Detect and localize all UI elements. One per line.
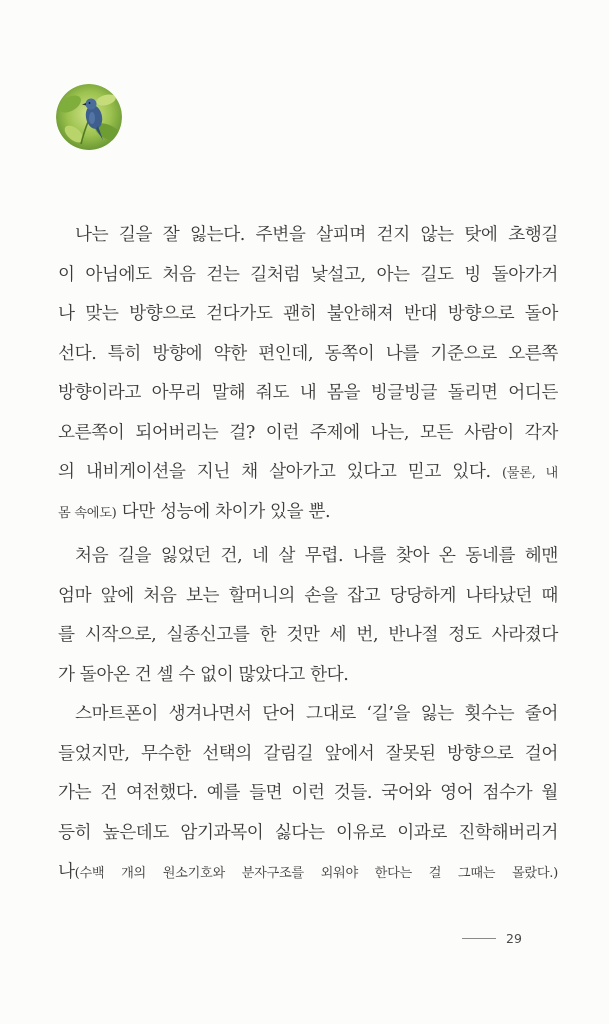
footer-rule — [462, 938, 496, 939]
text-line: 들었지만, 무수한 선택의 갈림길 앞에서 잘못된 방향으로 걸어 — [58, 743, 558, 764]
parenthetical-note: (수백 개의 원소기호와 분자구조를 외워야 한다는 걸 그때는 몰랐다.) — [74, 866, 558, 881]
page-footer — [462, 928, 522, 948]
paragraph-1 — [58, 216, 558, 532]
text-line — [58, 493, 558, 533]
text-line: 를 시작으로, 실종신고를 한 것만 세 번, 반나절 정도 사라졌다 — [58, 625, 558, 645]
text-line-main: 의 내비게이션을 지닌 채 살아가고 있다고 믿고 있다. — [58, 462, 491, 482]
parenthetical-note: (물론, 내 — [501, 466, 558, 481]
parenthetical-note: 몸 속에도) — [58, 505, 117, 521]
text-line: 방향이라고 아무리 말해 줘도 내 몸을 빙글빙글 돌리면 어디든 — [58, 383, 558, 403]
text-line: 가는 건 여전했다. 예를 들면 이런 것들. 국어와 영어 점수가 월 — [58, 783, 558, 803]
chapter-emblem — [56, 84, 122, 150]
text-line: 선다. 특히 방향에 약한 편인데, 동쪽이 나를 기준으로 오른쪽 — [58, 343, 558, 364]
text-line: 스마트폰이 생겨나면서 단어 그대로 ‘길’을 잃는 횟수는 줄어 — [75, 704, 558, 724]
text-line: 오른쪽이 되어버리는 걸? 이런 주제에 나는, 모든 사람이 각자 — [58, 422, 558, 443]
text-line — [58, 453, 558, 493]
text-line: 이 아님에도 처음 걷는 길처럼 낯설고, 아는 길도 빙 돌아가거 — [58, 264, 558, 285]
page-number: 29 — [506, 930, 522, 946]
paragraph-2 — [58, 537, 558, 893]
text-line-main: 나 — [58, 862, 75, 882]
text-line: 엄마 앞에 처음 보는 할머니의 손을 잡고 당당하게 나타났던 때 — [58, 585, 558, 606]
bird-photo-icon — [56, 84, 122, 150]
text-line: 등히 높은데도 암기과목이 싫다는 이유로 이과로 진학해버리거 — [58, 822, 558, 843]
text-line — [58, 853, 558, 893]
text-line: 처음 길을 잃었던 건, 네 살 무렵. 나를 찾아 온 동네를 헤맨 — [75, 546, 558, 566]
text-line: 나는 길을 잘 잃는다. 주변을 살피며 걷지 않는 탓에 초행길 — [75, 225, 558, 245]
text-line-main: 다만 성능에 차이가 있을 뿐. — [121, 501, 331, 522]
text-line: 가 돌아온 건 셀 수 없이 많았다고 한다. — [58, 664, 349, 685]
text-line: 나 맞는 방향으로 걷다가도 괜히 불안해져 반대 방향으로 돌아 — [58, 304, 558, 324]
